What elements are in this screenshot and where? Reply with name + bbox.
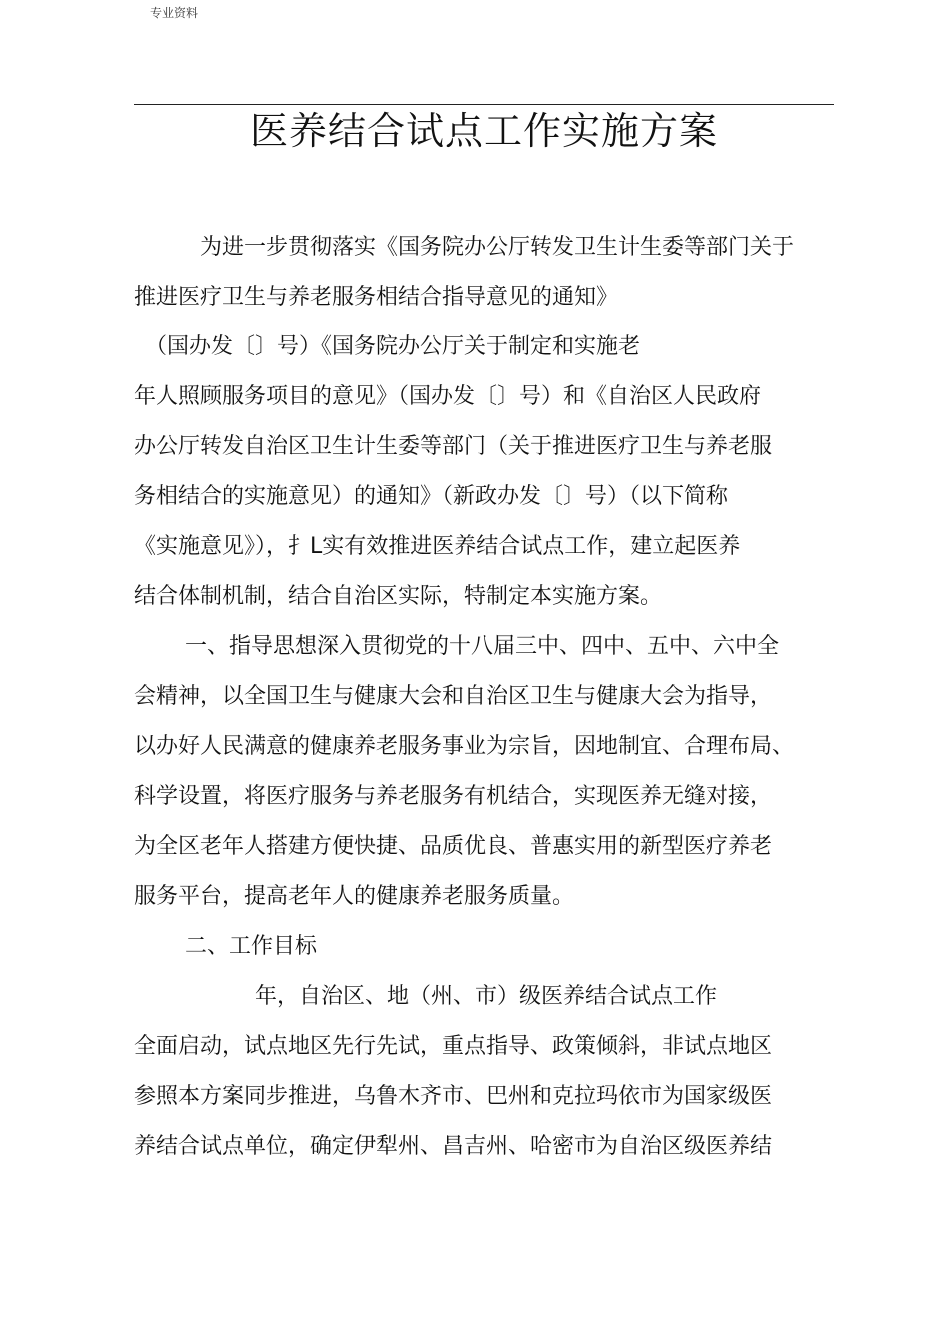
body-line: 会精神，以全国卫生与健康大会和自治区卫生与健康大会为指导， [134, 684, 773, 709]
body-line: 为全区老年人搭建方便快捷、品质优良、普惠实用的新型医疗养老 [134, 834, 773, 859]
body-line: 全面启动，试点地区先行先试，重点指导、政策倾斜，非试点地区 [134, 1034, 773, 1059]
body-line: 年，自治区、地（州、市）级医养结合试点工作 [255, 984, 718, 1009]
body-line: 务相结合的实施意见）的通知》（新政办发〔〕号）（以下简称 [134, 484, 729, 509]
section-heading-guiding-ideology: 一、指导思想深入贯彻党的十八届三中、四中、五中、六中全 [185, 634, 780, 659]
body-line: 参照本方案同步推进，乌鲁木齐市、巴州和克拉玛依市为国家级医 [134, 1084, 773, 1109]
document-title: 医养结合试点工作实施方案 [249, 109, 718, 153]
body-line: 服务平台，提高老年人的健康养老服务质量。 [134, 884, 575, 909]
section-heading-work-goals: 二、工作目标 [185, 934, 318, 959]
body-line: 科学设置，将医疗服务与养老服务有机结合，实现医养无缝对接， [134, 784, 773, 809]
body-line: （国办发〔〕号）《国务院办公厅关于制定和实施老 [145, 334, 641, 359]
body-line: 为进一步贯彻落实《国务院办公厅转发卫生计生委等部门关于 [200, 235, 795, 260]
body-line: 养结合试点单位，确定伊犁州、昌吉州、哈密市为自治区级医养结 [134, 1134, 773, 1159]
body-line: 结合体制机制，结合自治区实际，特制定本实施方案。 [134, 584, 663, 609]
body-line: 推进医疗卫生与养老服务相结合指导意见的通知》 [134, 285, 619, 310]
header-rule [134, 104, 834, 105]
body-line: 《实施意见》），扌L实有效推进医养结合试点工作，建立起医养 [134, 534, 741, 559]
body-line: 办公厅转发自治区卫生计生委等部门（关于推进医疗卫生与养老服 [134, 434, 773, 459]
body-line: 年人照顾服务项目的意见》（国办发〔〕号）和《自治区人民政府 [134, 384, 762, 409]
header-note: 专业资料 [150, 6, 199, 20]
body-line: 以办好人民满意的健康养老服务事业为宗旨，因地制宜、合理布局、 [134, 734, 795, 759]
